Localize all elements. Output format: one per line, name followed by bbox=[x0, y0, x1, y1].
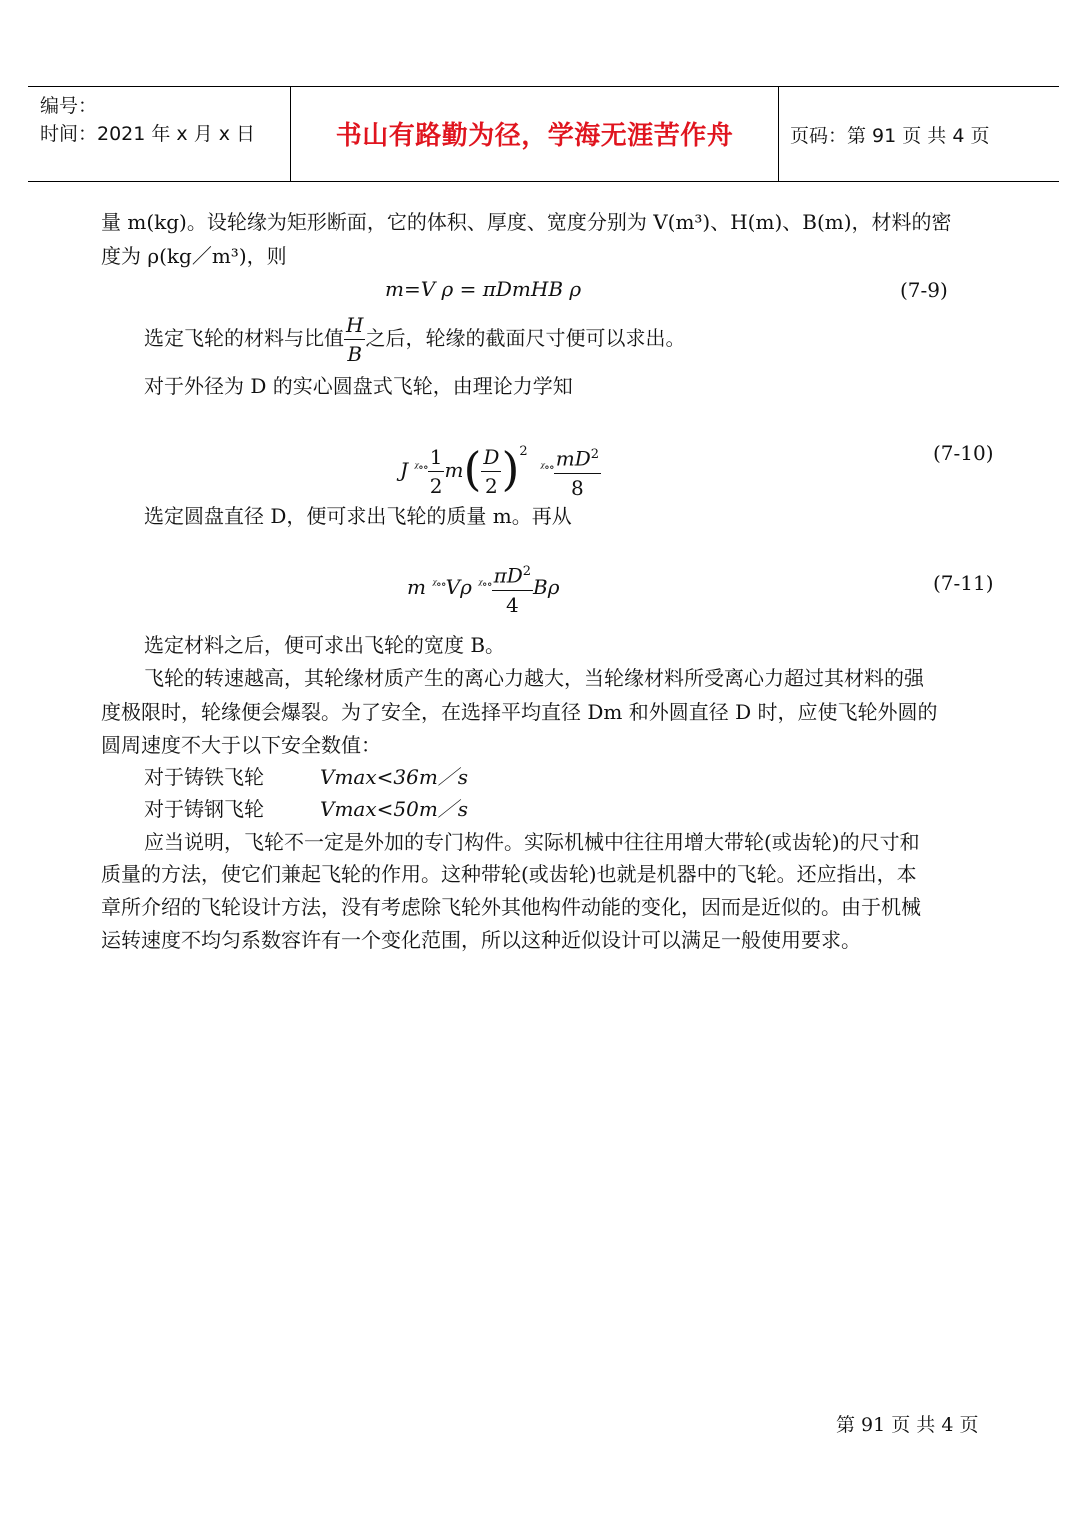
equation-number: (7-9) bbox=[900, 278, 948, 302]
page-footer: 第 91 页 共 4 页 bbox=[836, 1414, 979, 1436]
header-page-cell bbox=[778, 87, 1059, 181]
equation-7-9: m=V ρ = πDmHB ρ bbox=[385, 277, 582, 301]
cast-iron-label: 对于铸铁飞轮 bbox=[144, 765, 264, 789]
document-number-label: 编号： bbox=[40, 95, 98, 117]
paragraph-line: 质量的方法，使它们兼起飞轮的作用。这种带轮(或齿轮)也就是机器中的飞轮。还应指出，本 bbox=[101, 862, 917, 886]
text-segment: 之后，轮缘的截面尺寸便可以求出。 bbox=[365, 326, 686, 350]
header-motto: 书山有路勤为径，学海无涯苦作舟 bbox=[335, 121, 734, 151]
paragraph-line: 度极限时，轮缘便会爆裂。为了安全，在选择平均直径 Dm 和外圆直径 D 时，应使飞轮外圆的 bbox=[101, 700, 938, 724]
equal-glyph: ᵡ∘∘ bbox=[478, 577, 492, 591]
paragraph-line: 对于外径为 D 的实心圆盘式飞轮，由理论力学知 bbox=[144, 374, 573, 398]
cast-steel-value: Vmax<50m／s bbox=[320, 797, 469, 821]
paragraph-line: 圆周速度不大于以下安全数值： bbox=[101, 733, 381, 757]
paragraph-line: 飞轮的转速越高，其轮缘材质产生的离心力越大，当轮缘材料所受离心力超过其材料的强 bbox=[144, 666, 924, 690]
header-meta-cell bbox=[28, 87, 290, 181]
equation-7-10: J $^{ᵡ\circ\circ}$ $\frac{1}{2}$ m( $\frac{D}{2}$ )$^2$ $^{ᵡ\circ\circ}$ $\frac{mD^2}{8}$ bbox=[400, 442, 600, 500]
paragraph-line: 运转速度不均匀系数容许有一个变化范围，所以这种近似设计可以满足一般使用要求。 bbox=[101, 928, 861, 952]
paragraph-line: 度为 ρ(kg／m³)，则 bbox=[101, 244, 287, 268]
equal-glyph: ᵡ∘∘ bbox=[540, 460, 554, 474]
paragraph-line: 选定材料之后，便可求出飞轮的宽度 B。 bbox=[144, 633, 506, 657]
ratio-fraction bbox=[344, 311, 365, 368]
fraction-denominator: B bbox=[347, 342, 363, 366]
document-time-label: 时间：2021 年 x 月 x 日 bbox=[40, 123, 256, 145]
text-segment: 选定飞轮的材料与比值 bbox=[144, 326, 344, 350]
equal-glyph: ᵡ∘∘ bbox=[414, 460, 428, 474]
cast-steel-label: 对于铸钢飞轮 bbox=[144, 797, 264, 821]
header-page-label: 页码：第 91 页 共 4 页 bbox=[790, 125, 990, 147]
paragraph-line: 章所介绍的飞轮设计方法，没有考虑除飞轮外其他构件动能的变化，因而是近似的。由于机械 bbox=[101, 895, 921, 919]
equation-number: (7-10) bbox=[933, 441, 994, 465]
header-motto-cell bbox=[290, 87, 779, 181]
equation-7-11: m $^{ᵡ\circ\circ}$Vρ $^{ᵡ\circ\circ}$ $\frac{\pi D^2}{4}$ Bρ bbox=[407, 552, 560, 619]
equal-glyph: ᵡ∘∘ bbox=[432, 577, 446, 591]
paragraph-line: 量 m(kg)。设轮缘为矩形断面，它的体积、厚度、宽度分别为 V(m³)、H(m)、B(m)，材料的密 bbox=[101, 210, 952, 234]
paragraph-line: 应当说明，飞轮不一定是外加的专门构件。实际机械中往往用增大带轮(或齿轮)的尺寸和 bbox=[144, 830, 920, 854]
paragraph-line-fraction bbox=[144, 310, 685, 368]
cast-iron-value: Vmax<36m／s bbox=[320, 765, 469, 789]
fraction-numerator: H bbox=[344, 311, 365, 340]
document-header bbox=[28, 86, 1059, 182]
equation-number: (7-11) bbox=[933, 571, 994, 595]
paragraph-line: 选定圆盘直径 D，便可求出飞轮的质量 m。再从 bbox=[144, 504, 572, 528]
